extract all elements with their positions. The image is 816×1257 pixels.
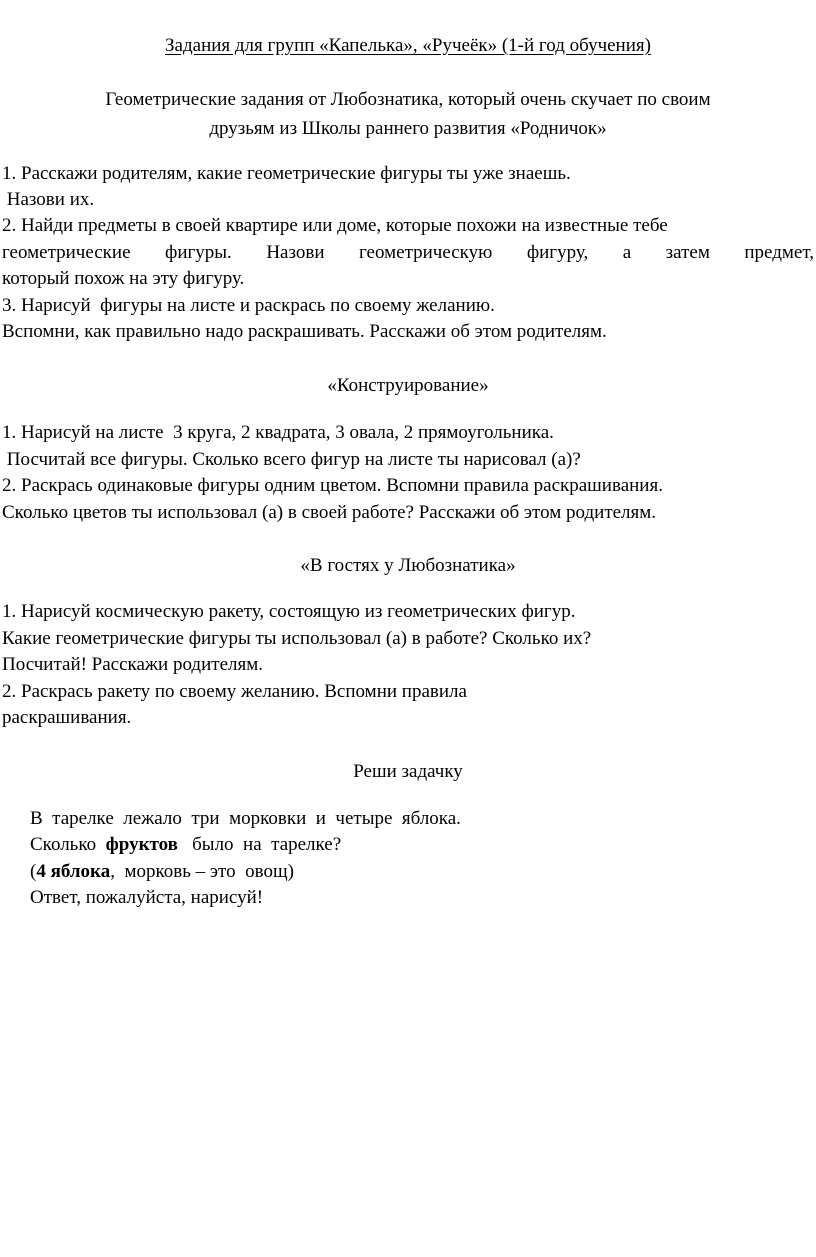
section3-heading: «В гостях у Любознатика» — [300, 555, 516, 576]
justified-word: а — [622, 242, 632, 263]
justified-word: геометрические — [2, 242, 131, 263]
task-fruits-bold: фруктов — [105, 834, 178, 855]
justified-word: фигуры. — [165, 242, 232, 263]
section3-line-2: Какие геометрические фигуры ты использовал (а) в работе? Сколько их? — [2, 628, 592, 649]
section1-line-1: 1. Расскажи родителям, какие геометрические фигуры ты уже знаешь. — [2, 163, 571, 184]
justified-word: геометрическую — [359, 242, 493, 263]
section3-line-3: Посчитай! Расскажи родителям. — [2, 654, 263, 675]
section1-line-4-justified — [2, 241, 814, 265]
section2-line-3: 2. Раскрась одинаковые фигуры одним цветом. Вспомни правила раскрашивания. — [2, 475, 663, 496]
task-line-2 — [30, 833, 341, 857]
section3-line-4: 2. Раскрась ракету по своему желанию. Вспомни правила — [2, 681, 467, 702]
section1-line-6: 3. Нарисуй фигуры на листе и раскрась по своему желанию. — [2, 295, 495, 316]
justified-word: Назови — [266, 242, 325, 263]
section2-line-2: Посчитай все фигуры. Сколько всего фигур на листе ты нарисовал (а)? — [2, 449, 581, 470]
section1-line-7: Вспомни, как правильно надо раскрашивать. Расскажи об этом родителям. — [2, 321, 607, 342]
task-answer-bold: 4 яблока — [36, 861, 111, 882]
section2-heading: «Конструирование» — [327, 375, 489, 396]
section3-line-1: 1. Нарисуй космическую ракету, состоящую из геометрических фигур. — [2, 601, 576, 622]
section1-line-5: который похож на эту фигуру. — [2, 268, 245, 289]
justified-word: предмет, — [744, 242, 814, 263]
section1-line-2: Назови их. — [2, 189, 95, 210]
task-line-2-suffix: было на тарелке? — [177, 834, 342, 855]
task-line-3-suffix: , морковь – это овощ) — [110, 861, 294, 882]
justified-word: затем — [665, 242, 710, 263]
section4-heading: Реши задачку — [353, 761, 463, 782]
section2-line-1: 1. Нарисуй на листе 3 круга, 2 квадрата, 3 овала, 2 прямоугольника. — [2, 422, 554, 443]
section2-line-4: Сколько цветов ты использовал (а) в своей работе? Расскажи об этом родителям. — [2, 502, 657, 523]
task-line-4: Ответ, пожалуйста, нарисуй! — [30, 887, 264, 908]
page-title: Задания для групп «Капелька», «Ручеёк» (1-й год обучения) — [165, 35, 651, 56]
task-line-3-prefix: ( — [30, 861, 37, 882]
task-line-3 — [30, 860, 294, 884]
intro-line-1: Геометрические задания от Любознатика, который очень скучает по своим — [105, 89, 711, 110]
task-line-2-prefix: Сколько — [30, 834, 106, 855]
task-line-1: В тарелке лежало три морковки и четыре яблока. — [30, 808, 461, 829]
section3-line-5: раскрашивания. — [2, 707, 132, 728]
justified-word: фигуру, — [526, 242, 589, 263]
intro-line-2: друзьям из Школы раннего развития «Родничок» — [209, 118, 607, 139]
section1-line-3: 2. Найди предметы в своей квартире или доме, которые похожи на известные тебе — [2, 215, 668, 236]
